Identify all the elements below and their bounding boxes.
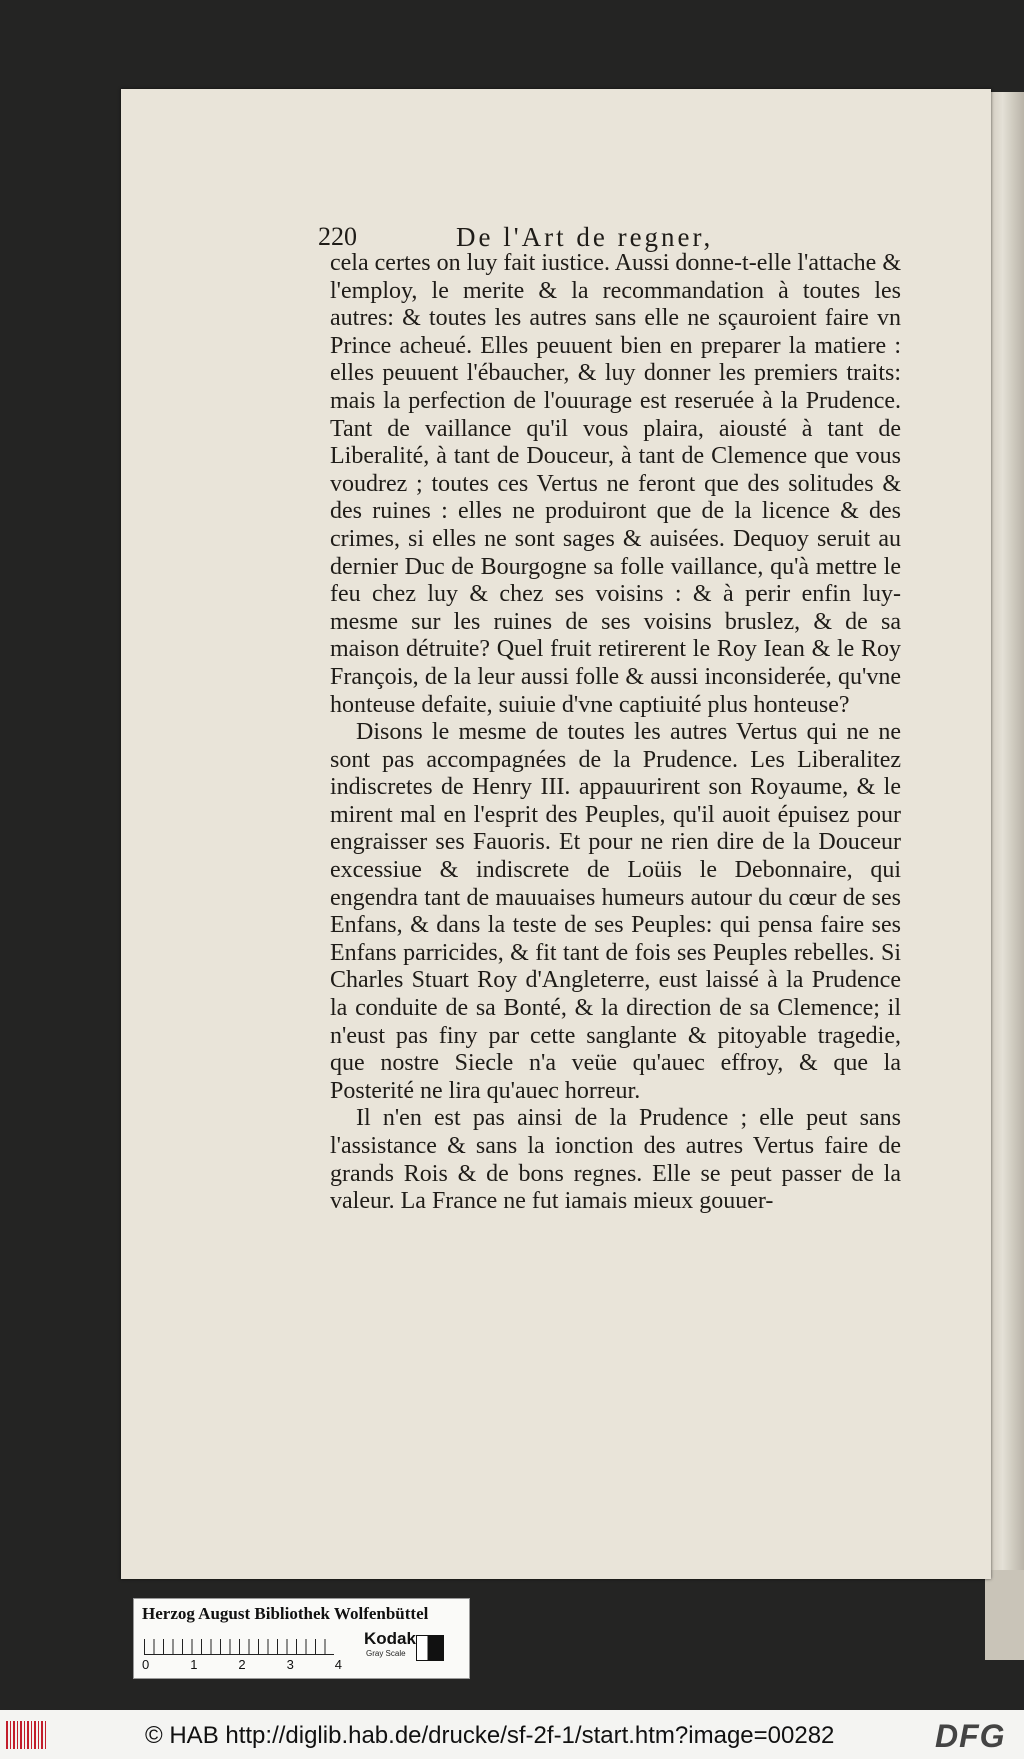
ruler-number: 4 [334, 1657, 342, 1672]
running-head-title: De l'Art de regner, [456, 222, 714, 252]
ruler-number: 3 [286, 1657, 294, 1672]
ruler-number: 2 [238, 1657, 246, 1672]
gray-scale-label: Gray Scale [366, 1649, 406, 1658]
next-page-edge [988, 92, 1024, 1572]
ruler-numbers [142, 1657, 342, 1672]
color-target-card [133, 1598, 470, 1679]
paragraph-1: cela certes on luy fait iustice. Aussi donne-t-elle l'attache & l'employ, le merite & la recommandation à toutes les autres: & toutes les autres sans elle ne sçauroient faire vn Prince acheué. Elles peuuent bien en preparer la matiere : elles peuuent l'ébaucher, & luy donner les premiers traits: mais la perfection de l'ouurage est reseruée à la Prudence. Tant de vaillance qu'il vous plaira, aiousté à tant de Liberalité, à tant de Douceur, à tant de Clemence que vous voudrez ; toutes ces Vertus ne feront que des solitudes & des ruines : elles ne produiront que de la licence & des crimes, si elles ne sont sages & auisées. Dequoy seruit au dernier Duc de Bourgogne sa folle vaillance, qu'à mettre le feu chez luy & chez ses voisins : & à perir enfin luy-mesme sur les ruines de ses voisins bruslez, & de sa maison détruite? Quel fruit retirerent le Roy Iean & le Roy François, de la leur aussi folle & aussi inconsiderée, qu'vne honteuse defaite, suiuie d'vne captiuité plus honteuse? [330, 250, 901, 718]
paragraph-2: Disons le mesme de toutes les autres Vertus qui ne ne sont pas accompagnées de la Prudence. Les Liberalitez indiscretes de Henry III. appauurirent son Royaume, & le mirent mal en l'esprit des Peuples, qu'il auoit épuisez pour engraisser ses Fauoris. Et pour ne rien dire de la Douceur excessiue & indiscrete de Loüis le Debonnaire, qui engendra tant de mauuaises humeurs autour du cœur de ses Enfans, & dans la teste de ses Peuples: qui pensa faire ses Enfans parricides, & fit tant de fois ses Peuples rebelles. Si Charles Stuart Roy d'Angleterre, eust laissé à la Prudence la conduite de sa Bonté, & la direction de sa Clemence; il n'eust pas finy par cette sanglante & pitoyable tragedie, que nostre Siecle n'a veüe qu'auec effroy, & que la Posterité ne lira qu'auec horreur. [330, 719, 901, 1104]
page-curl [985, 1570, 1024, 1660]
ruler-number: 0 [142, 1657, 150, 1672]
kodak-logo: Kodak [364, 1629, 416, 1648]
source-credit-link[interactable]: © HAB http://diglib.hab.de/drucke/sf-2f-1/start.htm?image=00282 [145, 1722, 835, 1749]
footer-bar [0, 1710, 1024, 1759]
dfg-logo: DFG [935, 1718, 1006, 1754]
library-name: Herzog August Bibliothek Wolfenbüttel [142, 1604, 429, 1623]
paragraph-3: Il n'en est pas ainsi de la Prudence ; elle peut sans l'assistance & sans la ionction des autres Vertus faire de grands Rois & de bons regnes. Elle se peut passer de la valeur. La France ne fut iamais mieux gouuer- [330, 1105, 901, 1215]
ruler-number: 1 [190, 1657, 198, 1672]
gray-scale-patch [416, 1635, 444, 1661]
scale-ruler [144, 1632, 334, 1655]
page-number: 220 [318, 222, 357, 251]
hab-barcode-icon [6, 1721, 48, 1749]
page-text [330, 250, 901, 1300]
